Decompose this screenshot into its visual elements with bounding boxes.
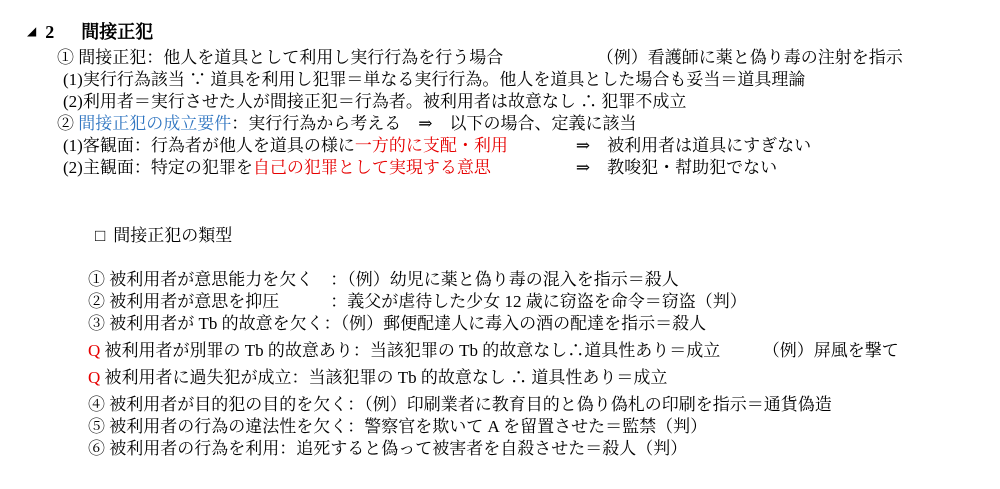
- line-type-6: [0, 438, 1000, 460]
- line-question-1: [0, 340, 1000, 362]
- heading-number: 2: [45, 22, 55, 42]
- line-type-2: [0, 291, 1000, 313]
- red-emphasis-text: Q: [88, 341, 101, 360]
- line-definition: [0, 47, 1000, 69]
- outline-expand-triangle-icon[interactable]: ◢: [27, 24, 37, 38]
- typology-section: [0, 269, 1000, 460]
- text-segment: (2)利用者＝実行させた人が間接正犯＝行為者。被利用者は故意なし ∴ 犯罪不成立: [63, 92, 687, 111]
- text-segment: ⑤ 被利用者の行為の違法性を欠く：警察官を欺いて A を留置させた＝監禁（判）: [88, 417, 708, 436]
- red-emphasis-text: 一方的に支配・利用: [354, 136, 508, 155]
- red-emphasis-text: 自己の犯罪として実現する意思: [252, 158, 491, 177]
- text-segment: ④ 被利用者が目的犯の目的を欠く：（例）印刷業者に教育目的と偽り偽札の印刷を指示＝通貨偽造: [88, 395, 832, 414]
- line-type-5: [0, 416, 1000, 438]
- typology-heading: [0, 203, 1000, 269]
- line-jikkou-koui: [0, 69, 1000, 91]
- line-shukan-men: [0, 157, 1000, 179]
- text-segment: ⑥ 被利用者の行為を利用：追死すると偽って被害者を自殺させた＝殺人（判）: [88, 439, 688, 458]
- line-seiritsu-youken: [0, 113, 1000, 135]
- text-segment: ① 間接正犯：他人を道具として利用し実行行為を行う場合 （例）看護師に薬と偽り毒の注射を指示: [57, 48, 903, 67]
- line-riyousha: [0, 91, 1000, 113]
- line-question-2: [0, 367, 1000, 389]
- typology-title: 間接正犯の類型: [113, 226, 233, 245]
- text-segment: ②: [57, 114, 79, 133]
- red-emphasis-text: Q: [88, 368, 101, 387]
- blue-emphasis-text: 間接正犯の成立要件: [78, 114, 232, 133]
- text-segment: 被利用者に過失犯が成立：当該犯罪の Tb 的故意なし ∴ 道具性あり＝成立: [100, 368, 668, 387]
- text-segment: ⇒ 教唆犯・幇助犯でない: [490, 158, 778, 177]
- definition-section: [0, 47, 1000, 179]
- text-segment: (2)主観面：特定の犯罪を: [63, 158, 253, 177]
- text-segment: ③ 被利用者が Tb 的故意を欠く：（例）郵便配達人に毒入の酒の配達を指示＝殺人: [88, 314, 707, 333]
- text-segment: ① 被利用者が意思能力を欠く ：（例）幼児に薬と偽り毒の混入を指示＝殺人: [88, 270, 679, 289]
- text-segment: ⇒ 被利用者は道具にすぎない: [507, 136, 812, 155]
- heading-title: 間接正犯: [81, 22, 154, 42]
- line-type-3: [0, 313, 1000, 335]
- line-type-4: [0, 394, 1000, 416]
- line-kyakkan-men: [0, 135, 1000, 157]
- line-type-1: [0, 269, 1000, 291]
- square-bullet-icon: □: [95, 226, 106, 245]
- outline-heading: [0, 20, 1000, 44]
- text-segment: ：実行行為から考える ⇒ 以下の場合、定義に該当: [231, 114, 637, 133]
- text-segment: 被利用者が別罪の Tb 的故意あり：当該犯罪の Tb 的故意なし∴道具性あり＝成立 （例）屏風を撃て: [100, 341, 899, 360]
- text-segment: ② 被利用者が意思を抑圧 ：義父が虐待した少女 12 歳に窃盗を命令＝窃盗（判）: [88, 292, 747, 311]
- text-segment: (1)実行行為該当 ∵ 道具を利用し犯罪＝単なる実行行為。他人を道具とした場合も妥当＝道具理論: [63, 70, 806, 89]
- text-segment: (1)客観面：行為者が他人を道具の様に: [63, 136, 355, 155]
